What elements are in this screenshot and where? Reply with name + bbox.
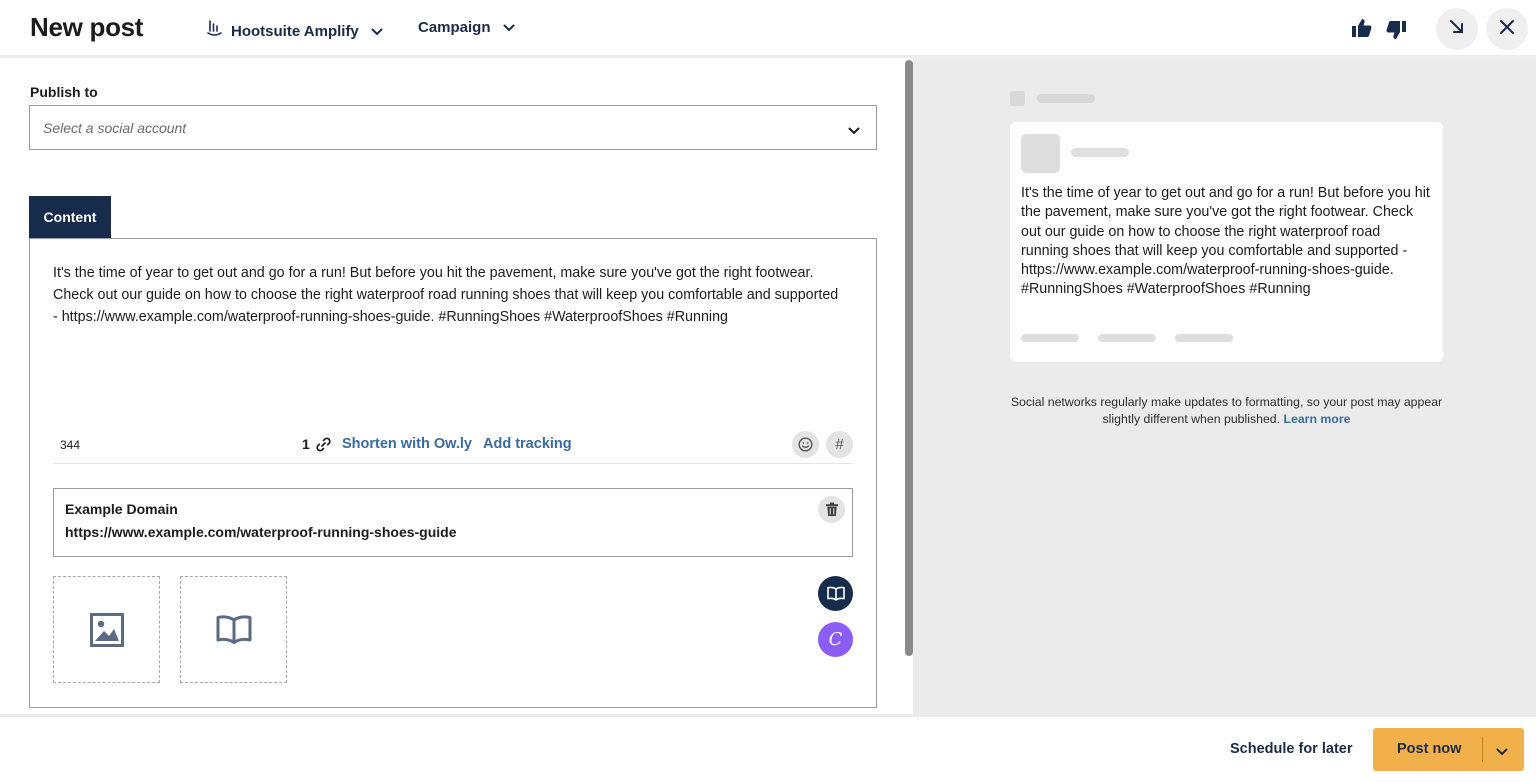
canva-button[interactable] [818,622,853,657]
composer-scrollbar[interactable] [905,60,913,656]
skeleton-network-name [1037,94,1095,103]
emoji-icon [798,437,813,452]
tab-content[interactable]: Content [29,196,111,238]
page-title: New post [30,12,144,42]
hashtag-icon: # [835,436,844,453]
account-placeholder: Select a social account [43,120,187,136]
skeleton-username [1071,148,1129,157]
amplify-label: Hootsuite Amplify [231,22,359,40]
preview-post-text: It's the time of year to get out and go for a run! But before you hit the pavement, make sure you've got the right footwear. Check out our guide on how to choose the right waterproof road running shoes that will keep you comfortable and supported - https://www.example.com/waterproof-running-shoes-guide. #RunningShoes #WaterproofShoes #Running [1021,185,1430,298]
chevron-down-icon [848,122,860,140]
emoji-picker-button[interactable] [792,431,819,458]
add-tracking-link[interactable]: Add tracking [483,436,572,452]
skeleton-network-icon [1010,91,1025,106]
chevron-down-icon[interactable] [1496,743,1508,761]
add-image-tile[interactable] [53,576,160,683]
skeleton-avatar [1021,134,1060,173]
image-icon [90,613,124,647]
character-count: 344 [60,438,81,452]
notice-text: Social networks regularly make updates to formatting, so your post may appear slightly different when published. [1010,395,1443,426]
close-button[interactable] [1486,8,1528,50]
publish-to-label: Publish to [30,84,98,100]
post-text-input[interactable]: It's the time of year to get out and go for a run! But before you hit the pavement, make sure you've got the right footwear. Check out our guide on how to choose the right waterproof road running shoes that will keep you comfortable and supported - https://www.example.com/waterproof-running-shoes-guide. #RunningShoes #WaterproofShoes #Running [53,265,839,325]
remove-link-button[interactable] [818,496,845,523]
link-preview-card [53,488,853,557]
button-divider [1482,737,1483,762]
close-icon [1499,19,1515,40]
minimize-arrow-icon [1449,19,1465,40]
header-bar [0,0,1536,58]
chevron-down-icon [371,23,383,40]
link-count: 1 [302,436,310,452]
shorten-owly-link[interactable]: Shorten with Ow.ly [342,436,472,452]
link-preview-url: https://www.example.com/waterproof-running-shoes-guide [65,524,457,540]
amplify-icon [206,19,223,43]
social-account-select[interactable] [29,105,877,150]
post-now-label: Post now [1397,741,1462,757]
amplify-dropdown[interactable] [206,19,383,43]
post-now-button[interactable] [1373,728,1524,771]
thumbs-down-icon[interactable] [1386,20,1407,45]
campaign-dropdown[interactable] [418,19,515,36]
schedule-for-later-button[interactable]: Schedule for later [1230,741,1353,757]
add-from-library-tile[interactable] [180,576,287,683]
skeleton-action [1175,334,1233,342]
post-preview-card [1010,122,1443,362]
trash-icon [825,502,839,517]
learn-more-link[interactable]: Learn more [1283,412,1351,426]
skeleton-action [1098,334,1156,342]
canva-icon: C [828,629,843,650]
hashtag-button[interactable] [826,431,853,458]
skeleton-action [1021,334,1079,342]
formatting-notice [1010,394,1443,428]
link-icon [315,436,332,458]
content-library-button[interactable] [818,576,853,611]
editor-toolbar [53,428,853,464]
book-open-icon [827,586,845,601]
book-icon [216,614,252,646]
thumbs-up-icon[interactable] [1351,18,1372,43]
link-preview-title: Example Domain [65,501,178,517]
chevron-down-icon [503,19,515,36]
minimize-button[interactable] [1436,8,1478,50]
campaign-label: Campaign [418,19,491,36]
